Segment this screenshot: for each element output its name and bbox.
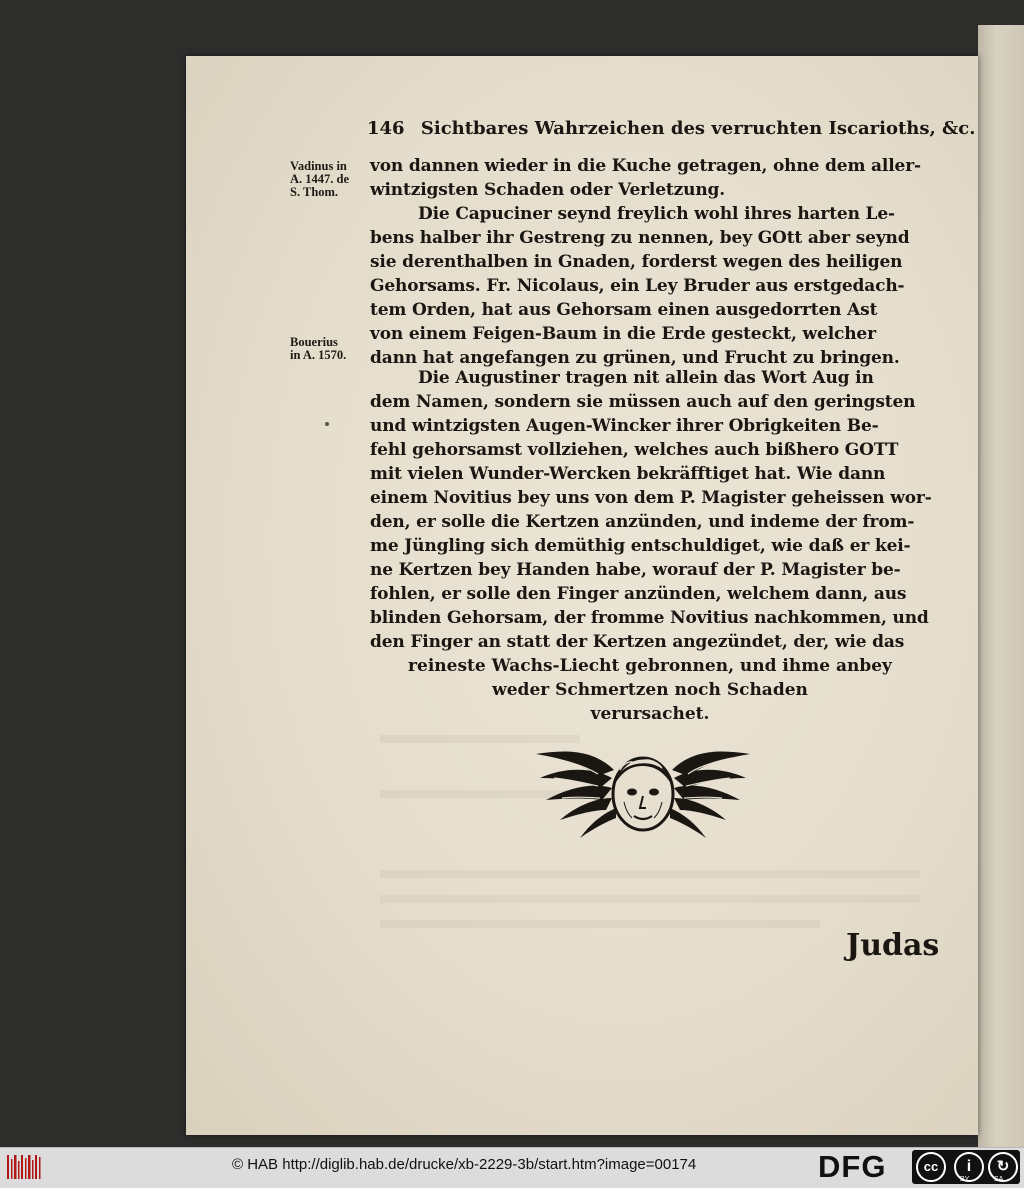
body-line: mit vielen Wunder-Wercken bekräfftiget hat. Wie dann — [370, 464, 886, 484]
body-line: von einem Feigen-Baum in die Erde gesteckt, welcher — [370, 324, 876, 344]
margin-note-bouerius: Bouerius in A. 1570. — [290, 335, 347, 362]
body-line: von dannen wieder in die Kuche getragen, ohne dem aller- — [370, 156, 921, 176]
body-line: und wintzigsten Augen-Wincker ihrer Obrigkeiten Be- — [370, 416, 879, 436]
running-title: Sichtbares Wahrzeichen des verruchten Iscarioths, &c. — [420, 118, 976, 139]
catchword: Judas — [846, 928, 940, 963]
body-line: ne Kertzen bey Handen habe, worauf der P. Magister be- — [370, 560, 901, 580]
ink-speck — [325, 422, 329, 426]
body-line: wintzigsten Schaden oder Verletzung. — [370, 180, 726, 200]
closing-line: reineste Wachs-Liecht gebronnen, und ihme anbey — [408, 656, 892, 676]
sa-icon: ↻ — [988, 1152, 1018, 1182]
running-header — [367, 118, 976, 150]
body-line: einem Novitius bey uns von dem P. Magister geheissen wor- — [370, 488, 932, 508]
body-line: dann hat angefangen zu grünen, und Frucht zu bringen. — [370, 348, 900, 368]
dfg-logo: DFG — [818, 1149, 887, 1184]
margin-note-vadinus: Vadinus in A. 1447. de S. Thom. — [290, 159, 350, 199]
body-line: tem Orden, hat aus Gehorsam einen ausgedorrten Ast — [370, 300, 878, 320]
body-line: me Jüngling sich demüthig entschuldiget, wie daß er kei- — [370, 536, 911, 556]
body-line: dem Namen, sondern sie müssen auch auf den geringsten — [370, 392, 916, 412]
facing-page-edge — [978, 25, 1024, 1147]
body-line: den, er solle die Kertzen anzünden, und indeme der from- — [370, 512, 915, 532]
closing-line: verursachet. — [590, 704, 710, 724]
library-barcode-icon — [6, 1153, 42, 1181]
body-line: fohlen, er solle den Finger anzünden, welchem dann, aus — [370, 584, 907, 604]
copyright-link[interactable]: © HAB http://diglib.hab.de/drucke/xb-2229-3b/start.htm?image=00174 — [232, 1156, 697, 1173]
body-line: den Finger an statt der Kertzen angezündet, der, wie das — [370, 632, 905, 652]
body-line: Die Capuciner seynd freylich wohl ihres harten Le- — [418, 204, 895, 224]
body-line: fehl gehorsamst vollziehen, welches auch bißhero GOTT — [370, 440, 899, 460]
body-line: Gehorsams. Fr. Nicolaus, ein Ley Bruder aus erstgedach- — [370, 276, 905, 296]
body-line: bens halber ihr Gestreng zu nennen, bey GOtt aber seynd — [370, 228, 910, 248]
by-label: BY — [960, 1176, 970, 1183]
body-line: Die Augustiner tragen nit allein das Wort Aug in — [418, 368, 874, 388]
page-number: 146 — [367, 118, 405, 139]
closing-line: weder Schmertzen noch Schaden — [492, 680, 808, 700]
body-line: blinden Gehorsam, der fromme Novitius nachkommen, und — [370, 608, 929, 628]
cc-icon: cc — [916, 1152, 946, 1182]
cherub-ornament-icon — [532, 740, 754, 846]
by-icon: i — [954, 1152, 984, 1182]
body-line: sie derenthalben in Gnaden, forderst wegen des heiligen — [370, 252, 903, 272]
sa-label: SA — [994, 1176, 1004, 1183]
